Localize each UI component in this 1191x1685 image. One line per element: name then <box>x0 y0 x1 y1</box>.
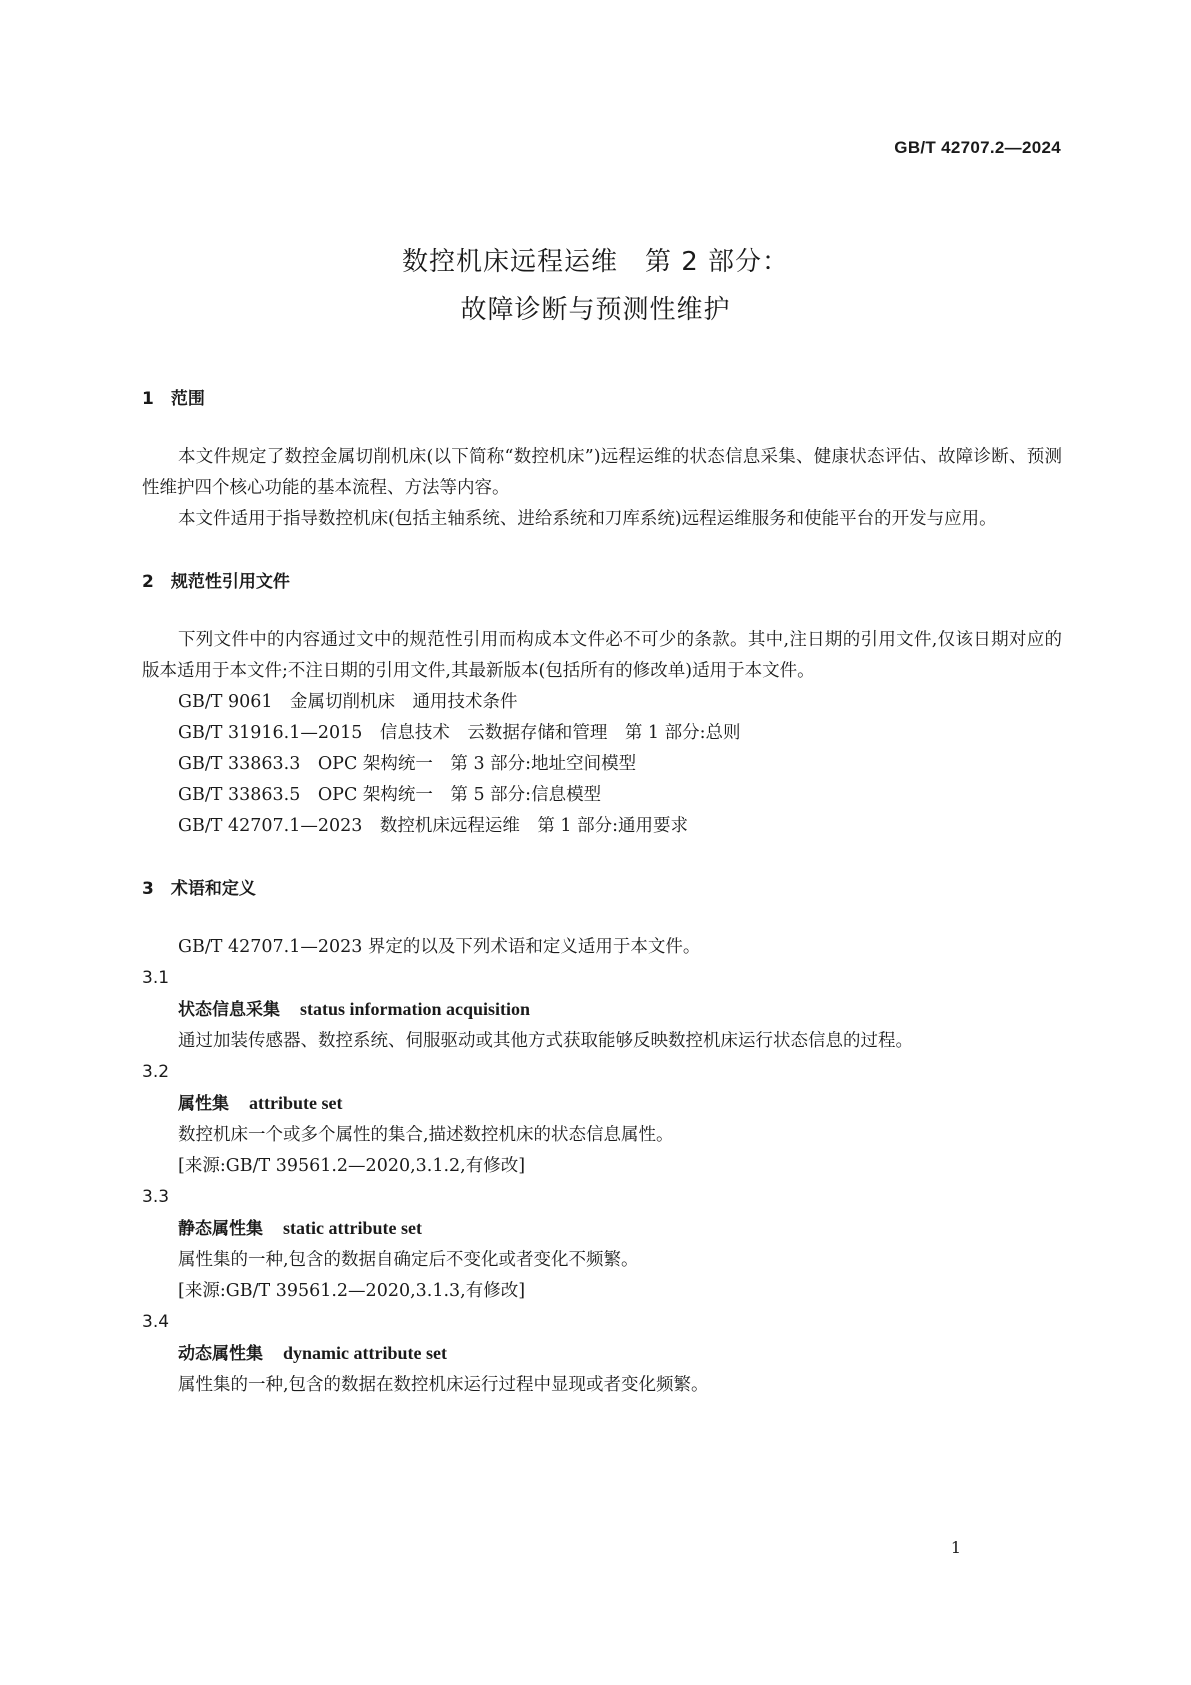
term-en: attribute set <box>249 1093 343 1113</box>
document-body <box>142 384 1062 1401</box>
term-heading <box>142 1088 1062 1120</box>
scope-paragraph: 本文件适用于指导数控机床(包括主轴系统、进给系统和刀库系统)远程运维服务和使能平台的开发与应用。 <box>178 509 997 529</box>
term-heading <box>142 1213 1062 1245</box>
term-zh: 静态属性集 <box>178 1219 263 1239</box>
term-en: static attribute set <box>283 1218 422 1238</box>
scope-paragraph: 本文件规定了数控金属切削机床(以下简称“数控机床”)远程运维的状态信息采集、健康状态评估、故障诊断、预测性维护四个核心功能的基本流程、方法等内容。 <box>142 447 1062 498</box>
term-zh: 状态信息采集 <box>178 1000 280 1020</box>
term-zh: 属性集 <box>178 1094 229 1114</box>
section-references-body <box>142 625 1062 842</box>
term-heading <box>142 994 1062 1026</box>
document-title <box>0 238 1191 334</box>
term-zh: 动态属性集 <box>178 1344 263 1364</box>
term-number: 3.3 <box>142 1187 170 1207</box>
term-source: [来源:GB/T 39561.2—2020,3.1.3,有修改] <box>178 1281 526 1301</box>
section-scope-body <box>142 442 1062 535</box>
term-definition: 通过加装传感器、数控系统、伺服驱动或其他方式获取能够反映数控机床运行状态信息的过程。 <box>178 1031 913 1051</box>
title-line-1: 数控机床远程运维 第 2 部分： <box>401 247 790 277</box>
term-number: 3.2 <box>142 1062 170 1082</box>
reference-item: GB/T 33863.3 OPC 架构统一 第 3 部分:地址空间模型 <box>178 754 637 774</box>
term-number: 3.4 <box>142 1312 170 1332</box>
terms-intro: GB/T 42707.1—2023 界定的以及下列术语和定义适用于本文件。 <box>178 937 701 957</box>
reference-item: GB/T 31916.1—2015 信息技术 云数据存储和管理 第 1 部分:总则 <box>178 723 741 743</box>
title-line-2: 故障诊断与预测性维护 <box>460 295 731 325</box>
term-en: dynamic attribute set <box>283 1343 447 1363</box>
section-heading-normative-references: 2 规范性引用文件 <box>142 572 290 592</box>
section-heading-terms: 3 术语和定义 <box>142 879 256 899</box>
reference-item: GB/T 33863.5 OPC 架构统一 第 5 部分:信息模型 <box>178 785 602 805</box>
reference-item: GB/T 9061 金属切削机床 通用技术条件 <box>178 692 518 712</box>
reference-item: GB/T 42707.1—2023 数控机床远程运维 第 1 部分:通用要求 <box>178 816 689 836</box>
document-code: GB/T 42707.2—2024 <box>894 138 1061 157</box>
term-source: [来源:GB/T 39561.2—2020,3.1.2,有修改] <box>178 1156 526 1176</box>
page-number: 1 <box>950 1538 961 1557</box>
section-heading-scope: 1 范围 <box>142 389 205 409</box>
term-heading <box>142 1338 1062 1370</box>
term-definition: 数控机床一个或多个属性的集合,描述数控机床的状态信息属性。 <box>178 1125 674 1145</box>
section-terms-body <box>142 932 1062 1401</box>
term-en: status information acquisition <box>300 999 531 1019</box>
term-definition: 属性集的一种,包含的数据自确定后不变化或者变化不频繁。 <box>178 1250 639 1270</box>
term-number: 3.1 <box>142 968 170 988</box>
references-intro: 下列文件中的内容通过文中的规范性引用而构成本文件必不可少的条款。其中,注日期的引用文件,仅该日期对应的版本适用于本文件;不注日期的引用文件,其最新版本(包括所有的修改单)适用于本文件。 <box>142 630 1062 681</box>
term-definition: 属性集的一种,包含的数据在数控机床运行过程中显现或者变化频繁。 <box>178 1375 709 1395</box>
